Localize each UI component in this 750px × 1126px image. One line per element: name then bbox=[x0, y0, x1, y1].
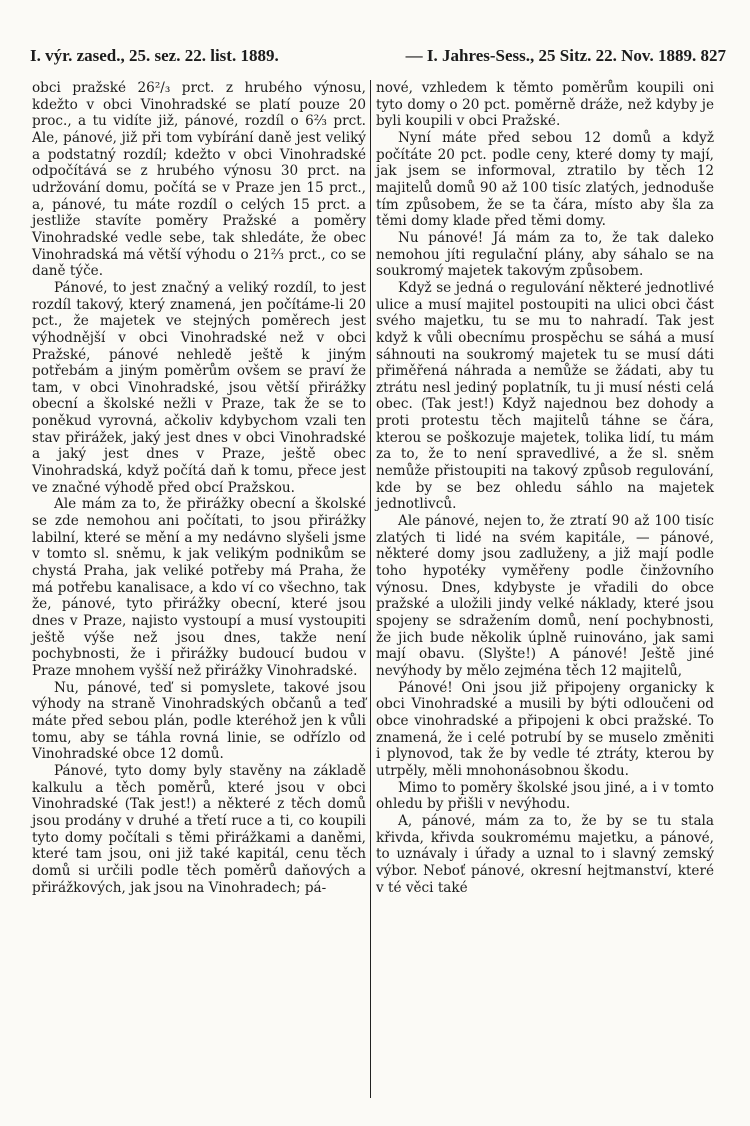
header-right: — I. Jahres-Sess., 25 Sitz. 22. Nov. 1889. 827 bbox=[405, 46, 726, 65]
column-divider bbox=[370, 80, 371, 1098]
paragraph: Pánové, to jest značný a veliký rozdíl, to jest rozdíl takový, který znamená, jen počítáme-li 20 pct., že majetek ve stejných poměrech jest výhodnější v obci Vinohradské než v obci Pražské, pánové nehledě ještě k jiným potřebám a jiným poměrům ovšem se praví že tam, v obci Vinohradské, jsou větší přirážky obecní a školské nežli v Praze, tak že se to poněkud vyrovná, ačkoliv kdybychom vzali ten stav přirážek, jaký jest dnes v obci Vinohradské a jaký jest dnes v Praze, ještě obec Vinohradská, když počítá daň k tomu, přece jest ve značné výhodě před obcí Pražskou. bbox=[32, 279, 366, 496]
paragraph: Ale pánové, nejen to, že ztratí 90 až 100 tisíc zlatých ti lidé na svém kapitále, — pánové, některé domy jsou zadluženy, a již mají podle toho hypotéky vyměřeny podle činžovního výnosu. Dnes, kdybyste je vřadili do obce pražské a uložili jindy velké náklady, které jsou spojeny se sdražením domů, není pochybnosti, že jich bude několik úplně ruinováno, jak sami mají obavu. (Slyšte!) A pánové! Ještě jiné nevýhody by mělo zejména těch 12 majitelů, bbox=[376, 513, 714, 679]
header-left: I. výr. zased., 25. sez. 22. list. 1889. bbox=[30, 46, 279, 65]
paragraph: A, pánové, mám za to, že by se tu stala křivda, křivda soukromému majetku, a pánové, to uznávaly i úřady a uznal to i slavný zemský výbor. Neboť pánové, okresní hejtmanství, které v té věci také bbox=[376, 812, 714, 896]
paragraph: Nyní máte před sebou 12 domů a když počítáte 20 pct. podle ceny, které domy ty mají, jak jsem se informoval, ztratilo by těch 12 majitelů domů 90 až 100 tisíc zlatých, jednoduše tím způsobem, že se ta čára, místo aby šla za těmi domy klade před těmi domy. bbox=[376, 129, 714, 230]
paragraph: Mimo to poměry školské jsou jiné, a i v tomto ohledu by přišli v nevýhodu. bbox=[376, 779, 714, 813]
paragraph: Nu, pánové, teď si pomyslete, takové jsou výhody na straně Vinohradských občanů a teď máte před sebou plán, podle kteréhož jen k vůli tomu, aby se táhla rovná linie, se odřízlo od Vinohradské obce 12 domů. bbox=[32, 679, 366, 763]
paragraph: Když se jedná o regulování některé jednotlivé ulice a musí majitel postoupiti na ulici obci část svého majetku, tu se mu to nahradí. Tak jest když k vůli obecnímu prospěchu se sáhá a musí sáhnouti na soukromý majetek tu se musí dáti přiměřená náhrada a nemůže se žádati, aby tu ztrátu nesl jediný poplatník, tu ji musí nésti celá obec. (Tak jest!) Když najednou bez dohody a proti protestu těch majitelů táhne se čára, kterou se poškozuje majetek, tolika lidí, tu mám za to, že to není spravedlivé, a že sl. sněm nemůže přistoupiti na takový způsob regulování, kde by se bez ohledu sáhlo na majetek jednotlivců. bbox=[376, 279, 714, 513]
left-column bbox=[32, 80, 366, 896]
paragraph: obci pražské 26²/₃ prct. z hrubého výnosu, kdežto v obci Vinohradské se platí pouze 20 proc., a tu vidíte již, pánové, rozdíl o 6⅔ prct. Ale, pánové, již při tom vybírání daně jest veliký a podstatný rozdíl; kdežto v obci Vinohradské odpočítává se z hrubého výnosu 30 prct. na udržování domu, počítá se v Praze jen 15 prct., a, pánové, tu máte rozdíl o celých 15 prct. a jestliže stavíte poměry Pražské a poměry Vinohradské vedle sebe, tak shledáte, že obec Vinohradská má větší výhodu o 21⅔ prct., co se daně týče. bbox=[32, 80, 366, 280]
paragraph: Nu pánové! Já mám za to, že tak daleko nemohou jíti regulační plány, aby sáhalo se na soukromý majetek takovým způsobem. bbox=[376, 229, 714, 280]
paragraph: nové, vzhledem k těmto poměrům koupili oni tyto domy o 20 pct. poměrně dráže, než kdyby je byli koupili v obci Pražské. bbox=[376, 80, 714, 130]
paragraph: Ale mám za to, že přirážky obecní a školské se zde nemohou ani počítati, to jsou přirážky labilní, které se mění a my nedávno slyšeli jsme v tomto sl. sněmu, k jak velikým podnikům se chystá Praha, jak veliké potřeby má Praha, že má potřebu kanalisace, a kdo ví co všechno, tak že, pánové, tyto přirážky obecní, které jsou dnes v Praze, najisto vystoupí a musí vystoupiti ještě výše než jsou dnes, takže není pochybnosti, že i přirážky budoucí budou v Praze mnohem vyšší než přirážky Vinohradské. bbox=[32, 496, 366, 679]
page-header bbox=[30, 46, 726, 68]
paragraph: Pánové, tyto domy byly stavěny na základě kalkulu a těch poměrů, které jsou v obci Vinohradské (Tak jest!) a některé z těch domů jsou prodány v druhé a třetí ruce a ti, co koupili tyto domy počítali s těmi přirážkami a daněmi, které tam jsou, oni již také kapitál, cenu těch domů si určili podle těch poměrů daňových a přirážkových, jak jsou na Vinohradech; pá- bbox=[32, 762, 366, 896]
right-column bbox=[376, 80, 714, 896]
paragraph: Pánové! Oni jsou již připojeny organicky k obci Vinohradské a musili by býti odloučeni od obce vinohradské a připojeni k obci pražské. To znamená, že i celé potrubí by se muselo změniti i plynovod, tak že by vedle té ztráty, kterou by utrpěly, měli mnohonásobnou škodu. bbox=[376, 679, 714, 779]
